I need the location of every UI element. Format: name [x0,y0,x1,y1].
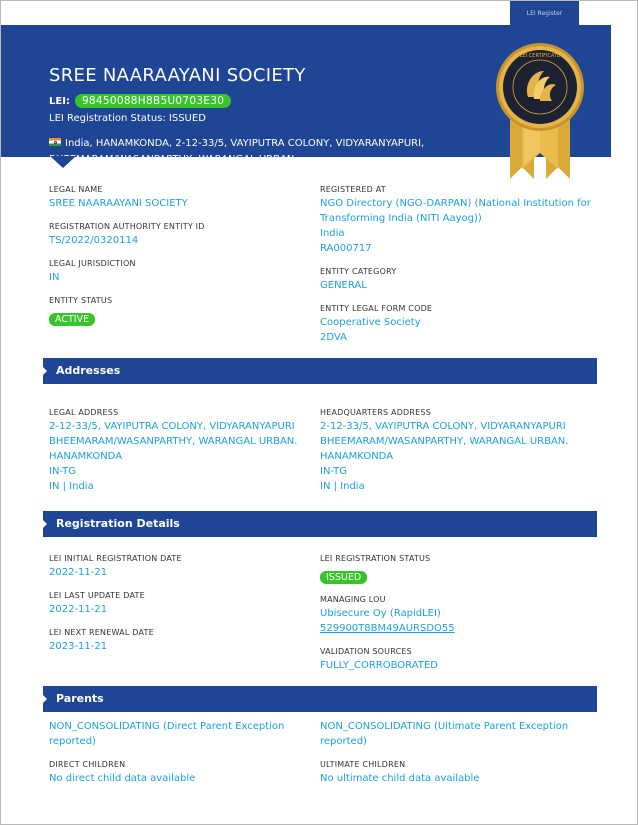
managing-lou-code-link[interactable]: 529900T8BM49AURSDO55 [320,623,455,634]
next-renewal-date-label: LEI NEXT RENEWAL DATE [49,628,154,637]
next-renewal-date-value: 2023-11-21 [49,641,108,652]
direct-children-value: No direct child data available [49,773,196,784]
registration-status-badge: ISSUED [320,571,367,584]
last-update-date-value: 2022-11-21 [49,604,108,615]
legal-name-label: LEGAL NAME [49,185,103,194]
legal-address-line: IN | India [49,481,94,492]
ultimate-children-value: No ultimate child data available [320,773,480,784]
managing-lou-label: MANAGING LOU [320,595,386,604]
registered-at-line1: NGO Directory (NGO-DARPAN) (National Institution for [320,198,591,209]
registered-at-label: REGISTERED AT [320,185,386,194]
entity-category-label: ENTITY CATEGORY [320,267,397,276]
validation-sources-value: FULLY_CORROBORATED [320,660,438,671]
entity-right-column [320,184,610,355]
hq-address-line: 2-12-33/5, VAYIPUTRA COLONY, VIDYARANYAPURI [320,421,566,432]
ultimate-children-label: ULTIMATE CHILDREN [320,760,406,769]
entity-status-badge: ACTIVE [49,313,95,326]
ultimate-parent-line2: reported) [320,736,367,747]
hq-address-block [320,407,600,494]
legal-jurisdiction-value: IN [49,272,60,283]
registered-at-code: RA000717 [320,243,372,254]
legal-address-label: LEGAL ADDRESS [49,408,119,417]
hq-address-label: HEADQUARTERS ADDRESS [320,408,431,417]
header-notch-icon [50,156,76,168]
legal-form-label: ENTITY LEGAL FORM CODE [320,304,433,313]
header-address-line2: BHEEMARAM/WASANPARTHY, WARANGAL URBAN., [49,154,301,165]
legal-form-code: 2DVA [320,332,347,343]
direct-children-label: DIRECT CHILDREN [49,760,126,769]
addresses-section-header: Addresses [43,358,597,384]
lei-register-tab: LEI Register [510,1,579,25]
entity-status-label: ENTITY STATUS [49,296,113,305]
legal-address-line: 2-12-33/5, VAYIPUTRA COLONY, VIDYARANYAPURI [49,421,295,432]
entity-category-value: GENERAL [320,280,367,291]
legal-name-value: SREE NAARAAYANI SOCIETY [49,198,188,209]
hq-address-line: BHEEMARAM/WASANPARTHY, WARANGAL URBAN. [320,436,569,447]
registered-at-line2: Transforming India (NITI Aayog)) [320,213,482,224]
lei-code-badge: 98450088H8B5U0703E30 [75,94,231,108]
entity-left-column [49,184,329,336]
registration-left-column [49,553,329,664]
legal-form-value: Cooperative Society [320,317,421,328]
hq-address-line: IN | India [320,481,365,492]
header-address [49,136,479,168]
validation-sources-label: VALIDATION SOURCES [320,647,412,656]
managing-lou-name: Ubisecure Oy (RapidLEI) [320,608,441,619]
registration-status-line: LEI Registration Status: ISSUED [49,113,206,124]
registered-at-country: India [320,228,345,239]
ra-entity-id-value: TS/2022/0320114 [49,235,139,246]
registration-details-section-header: Registration Details [43,511,597,537]
parents-section-header: Parents [43,686,597,712]
ra-entity-id-label: REGISTRATION AUTHORITY ENTITY ID [49,222,205,231]
entity-title: SREE NAARAAYANI SOCIETY [49,65,306,86]
hq-address-line: IN-TG [320,466,347,477]
last-update-date-label: LEI LAST UPDATE DATE [49,591,145,600]
registration-status-label: LEI REGISTRATION STATUS [320,554,431,563]
initial-registration-date-label: LEI INITIAL REGISTRATION DATE [49,554,182,563]
lei-label: LEI: [49,95,70,107]
parents-right-column [320,719,600,796]
ultimate-parent-line1: NON_CONSOLIDATING (Ultimate Parent Exception [320,721,569,732]
header-address-line1: India, HANAMKONDA, 2-12-33/5, VAYIPUTRA COLONY, VIDYARANYAPURI, [65,138,425,149]
india-flag-icon [49,138,61,146]
direct-parent-line1: NON_CONSOLIDATING (Direct Parent Exception [49,721,285,732]
legal-address-block [49,407,329,494]
parents-left-column [49,719,329,796]
registration-right-column [320,553,600,683]
legal-address-line: IN-TG [49,466,76,477]
legal-address-line: HANAMKONDA [49,451,123,462]
lei-row [49,94,231,108]
legal-jurisdiction-label: LEGAL JURISDICTION [49,259,136,268]
hq-address-line: HANAMKONDA [320,451,394,462]
lei-certificate-seal-icon [494,41,586,181]
legal-address-line: BHEEMARAM/WASANPARTHY, WARANGAL URBAN. [49,436,298,447]
initial-registration-date-value: 2022-11-21 [49,567,108,578]
seal-text: LEI CERTIFICATE [519,53,561,59]
direct-parent-line2: reported) [49,736,96,747]
